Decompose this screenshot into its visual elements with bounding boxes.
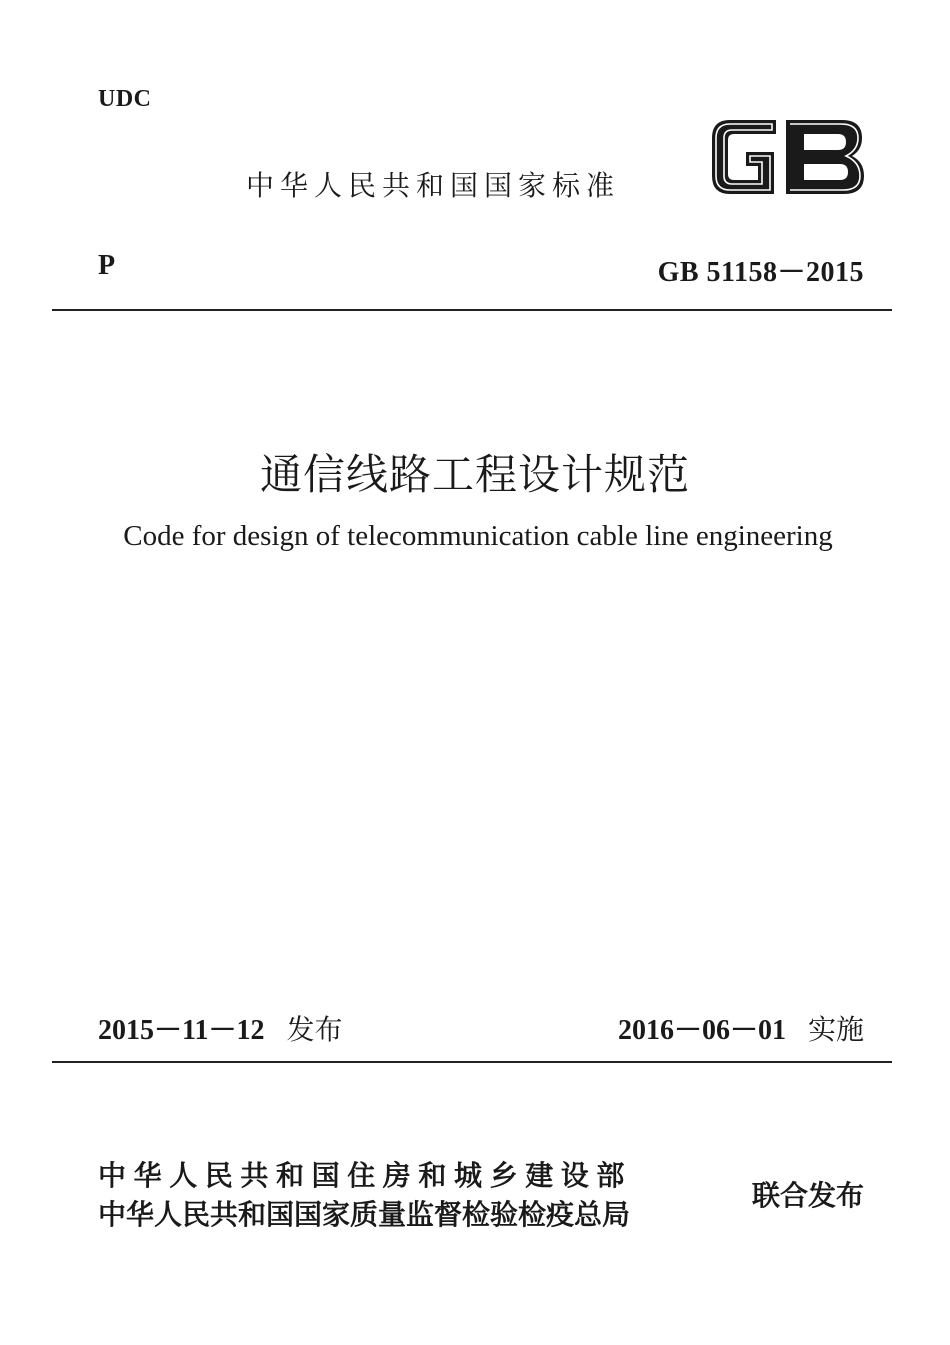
udc-label: UDC: [98, 86, 152, 112]
implementation-label: 实施: [807, 1013, 864, 1046]
standard-number: GB 51158－2015: [657, 257, 864, 288]
issue-date-block: [98, 1008, 342, 1048]
publisher-line-2: 中华人民共和国国家质量监督检验检疫总局: [98, 1198, 631, 1231]
national-standard-heading: 中华人民共和国国家标准: [246, 169, 621, 202]
implementation-date: 2016－06－01: [617, 1015, 786, 1046]
document-title-english: Code for design of telecommunication cable line engineering: [123, 520, 833, 552]
issue-label: 发布: [286, 1013, 343, 1046]
gb-logo: [708, 116, 868, 198]
document-title-chinese: 通信线路工程设计规范: [259, 450, 690, 499]
bottom-divider: [52, 1061, 892, 1063]
top-divider: [52, 309, 892, 311]
issue-date: 2015－11－12: [98, 1015, 265, 1046]
implementation-date-block: [618, 1008, 864, 1048]
classification-code: P: [98, 250, 116, 281]
publisher-line-1: 中华人民共和国住房和城乡建设部: [98, 1159, 633, 1192]
joint-publication-label: 联合发布: [751, 1179, 864, 1212]
